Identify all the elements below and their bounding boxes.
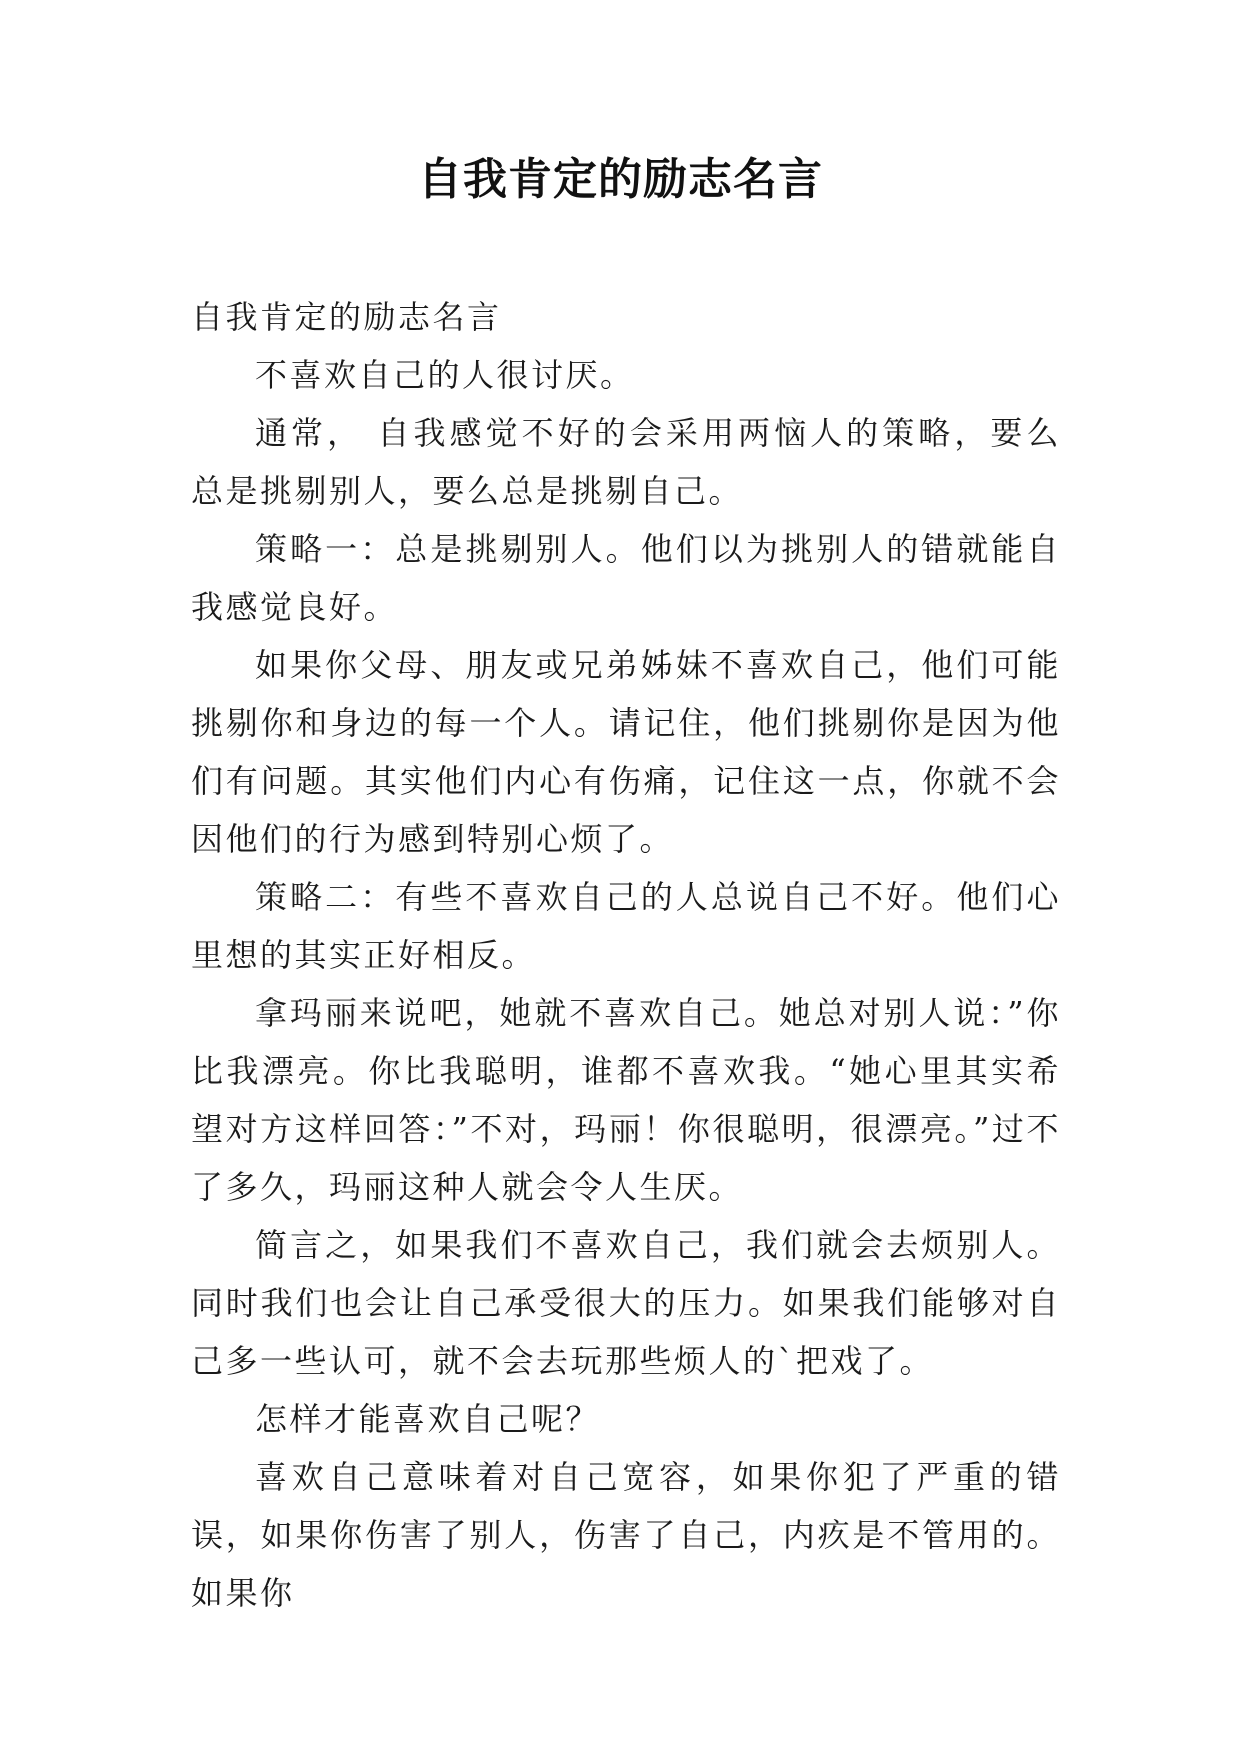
paragraph: 通常， 自我感觉不好的会采用两恼人的策略，要么总是挑剔别人，要么总是挑剔自己。 bbox=[191, 414, 1061, 510]
paragraph: 简言之，如果我们不喜欢自己，我们就会去烦别人。同时我们也会让自己承受很大的压力。如果我们能够对自己多一些认可，就不会去玩那些烦人的`把戏了。 bbox=[191, 1226, 1061, 1380]
paragraph: 怎样才能喜欢自己呢？ bbox=[255, 1400, 601, 1438]
paragraph: 策略二：有些不喜欢自己的人总说自己不好。他们心里想的其实正好相反。 bbox=[191, 878, 1061, 974]
document-title: 自我肯定的励志名言 bbox=[418, 154, 823, 205]
paragraph: 不喜欢自己的人很讨厌。 bbox=[255, 356, 635, 394]
paragraph: 拿玛丽来说吧，她就不喜欢自己。她总对别人说：”你比我漂亮。你比我聪明，谁都不喜欢我。“她心里其实希望对方这样回答：”不对，玛丽！你很聪明，很漂亮。”过不了多久，玛丽这种人就会令人生厌。 bbox=[191, 994, 1061, 1206]
paragraph: 喜欢自己意味着对自己宽容，如果你犯了严重的错误，如果你伤害了别人，伤害了自己，内疚是不管用的。如果你 bbox=[191, 1458, 1061, 1612]
paragraph: 策略一：总是挑剔别人。他们以为挑别人的错就能自我感觉良好。 bbox=[191, 530, 1061, 626]
paragraph: 自我肯定的励志名言 bbox=[191, 298, 502, 336]
paragraph: 如果你父母、朋友或兄弟姊妹不喜欢自己，他们可能挑剔你和身边的每一个人。请记住，他们挑剔你是因为他们有问题。其实他们内心有伤痛，记住这一点，你就不会因他们的行为感到特别心烦了。 bbox=[191, 646, 1061, 858]
document-body bbox=[191, 288, 1061, 1622]
